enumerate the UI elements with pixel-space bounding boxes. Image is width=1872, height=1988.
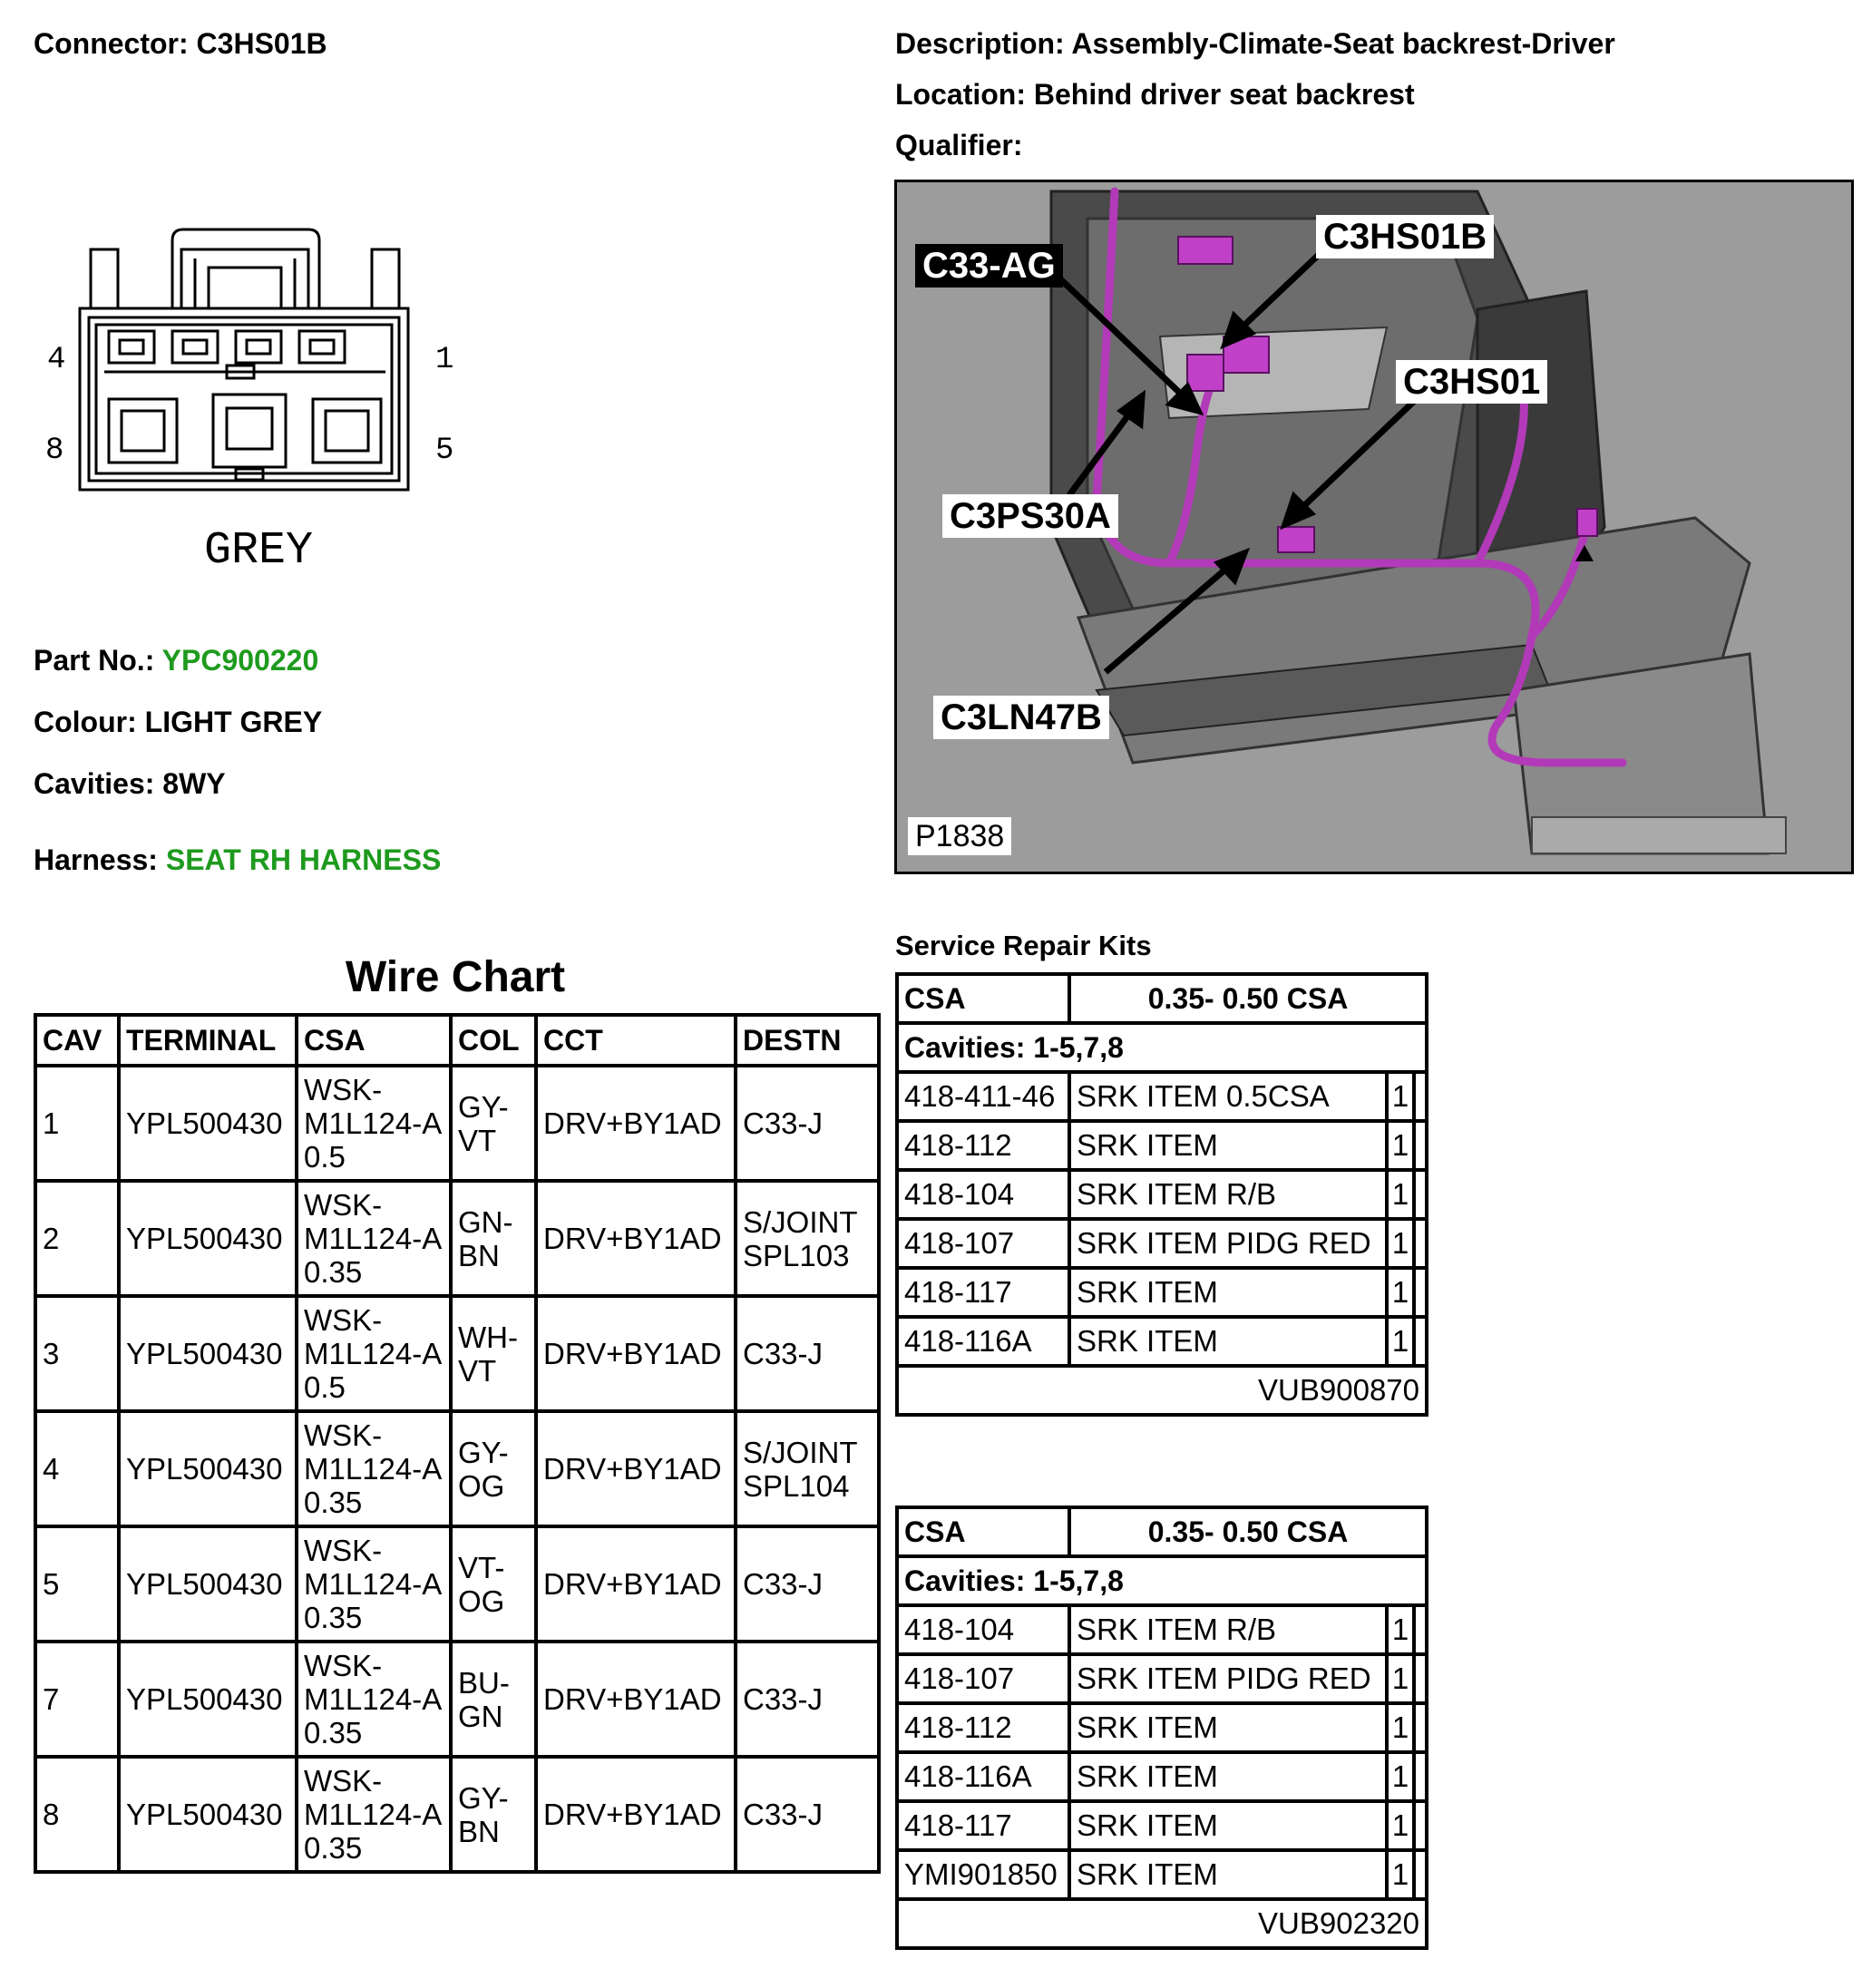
kit-item-spacer <box>1414 1121 1427 1170</box>
wire-chart-row <box>35 1066 879 1181</box>
kit-cavities-row <box>897 1023 1427 1072</box>
location-value: Behind driver seat backrest <box>1033 78 1415 111</box>
kit-csa-row <box>897 974 1427 1023</box>
kit-item-desc: SRK ITEM R/B <box>1069 1170 1387 1219</box>
colour-value: LIGHT GREY <box>144 706 323 738</box>
part-no-link[interactable]: YPC900220 <box>161 644 319 677</box>
cell-cct: DRV+BY1AD <box>536 1757 736 1872</box>
wire-chart-row <box>35 1526 879 1642</box>
cell-cav: 3 <box>35 1296 119 1411</box>
kit-item-desc: SRK ITEM PIDG RED <box>1069 1654 1387 1703</box>
kit-item-part: 418-116A <box>897 1317 1069 1366</box>
cell-cct: DRV+BY1AD <box>536 1066 736 1181</box>
service-kits-title: Service Repair Kits <box>895 930 1152 961</box>
kit-item-desc: SRK ITEM <box>1069 1317 1387 1366</box>
kit-item-desc: SRK ITEM <box>1069 1801 1387 1850</box>
cell-col: GY-OG <box>451 1411 536 1526</box>
service-kit-table-2 <box>895 1506 1428 1950</box>
kit-item-part: 418-411-46 <box>897 1072 1069 1121</box>
kit-item-qty: 1 <box>1387 1703 1414 1752</box>
kit-item-qty: 1 <box>1387 1605 1414 1654</box>
cell-csa: WSK-M1L124-A 0.35 <box>297 1181 451 1296</box>
kit-item-desc: SRK ITEM PIDG RED <box>1069 1219 1387 1268</box>
kit-item-row <box>897 1268 1427 1317</box>
kit-item-desc: SRK ITEM <box>1069 1703 1387 1752</box>
kit-item-part: YMI901850 <box>897 1850 1069 1899</box>
pin-label-8: 8 <box>45 434 64 468</box>
col-header-csa: CSA <box>297 1015 451 1066</box>
location-photo <box>894 180 1854 874</box>
kit-item-spacer <box>1414 1752 1427 1801</box>
cell-cav: 2 <box>35 1181 119 1296</box>
kit-ref: VUB900870 <box>897 1366 1427 1415</box>
cell-csa: WSK-M1L124-A 0.35 <box>297 1642 451 1757</box>
callout-c3hs01b: C3HS01B <box>1316 215 1494 258</box>
kit-item-qty: 1 <box>1387 1170 1414 1219</box>
cell-destn: S/JOINT SPL103 <box>736 1181 879 1296</box>
kit-item-spacer <box>1414 1850 1427 1899</box>
pin-label-1: 1 <box>435 343 454 377</box>
connector-face-diagram <box>36 222 463 585</box>
cell-cav: 4 <box>35 1411 119 1526</box>
part-no-label: Part No.: <box>34 644 155 677</box>
pin-label-5: 5 <box>435 434 454 468</box>
col-header-terminal: TERMINAL <box>119 1015 297 1066</box>
kit-item-spacer <box>1414 1654 1427 1703</box>
callout-c3ps30a: C3PS30A <box>942 494 1118 538</box>
cell-cav: 1 <box>35 1066 119 1181</box>
kit-item-qty: 1 <box>1387 1219 1414 1268</box>
kit-csa-value: 0.35- 0.50 CSA <box>1069 1507 1427 1556</box>
connector-label: Connector: <box>34 27 189 60</box>
cavities-value: 8WY <box>162 767 226 800</box>
kit-item-part: 418-107 <box>897 1654 1069 1703</box>
kit-item-qty: 1 <box>1387 1268 1414 1317</box>
cell-destn: C33-J <box>736 1296 879 1411</box>
cavities-line <box>34 767 226 801</box>
cell-terminal: YPL500430 <box>119 1411 297 1526</box>
kit-cavities: Cavities: 1-5,7,8 <box>897 1556 1427 1605</box>
cell-col: BU-GN <box>451 1642 536 1757</box>
cell-csa: WSK-M1L124-A 0.5 <box>297 1296 451 1411</box>
kit-item-spacer <box>1414 1170 1427 1219</box>
cell-terminal: YPL500430 <box>119 1757 297 1872</box>
kit-item-row <box>897 1654 1427 1703</box>
cell-col: VT-OG <box>451 1526 536 1642</box>
wire-chart-row <box>35 1296 879 1411</box>
cell-cct: DRV+BY1AD <box>536 1296 736 1411</box>
cell-csa: WSK-M1L124-A 0.35 <box>297 1526 451 1642</box>
cell-col: WH-VT <box>451 1296 536 1411</box>
kit-item-qty: 1 <box>1387 1752 1414 1801</box>
kit-item-part: 418-104 <box>897 1170 1069 1219</box>
cell-col: GN-BN <box>451 1181 536 1296</box>
cell-cct: DRV+BY1AD <box>536 1642 736 1757</box>
kit-item-qty: 1 <box>1387 1317 1414 1366</box>
cell-terminal: YPL500430 <box>119 1066 297 1181</box>
description-value: Assembly-Climate-Seat backrest-Driver <box>1071 27 1615 60</box>
kit-csa-value: 0.35- 0.50 CSA <box>1069 974 1427 1023</box>
wire-chart-row <box>35 1642 879 1757</box>
location-line <box>895 78 1415 112</box>
cell-cct: DRV+BY1AD <box>536 1411 736 1526</box>
kit-csa-row <box>897 1507 1427 1556</box>
kit-item-spacer <box>1414 1605 1427 1654</box>
col-header-cav: CAV <box>35 1015 119 1066</box>
kit-item-part: 418-107 <box>897 1219 1069 1268</box>
kit-item-qty: 1 <box>1387 1121 1414 1170</box>
kit-ref: VUB902320 <box>897 1899 1427 1948</box>
kit-csa-label: CSA <box>897 974 1069 1023</box>
connector-value: C3HS01B <box>196 27 327 60</box>
harness-link[interactable]: SEAT RH HARNESS <box>165 843 442 876</box>
wire-chart-row <box>35 1411 879 1526</box>
service-kit-table-1 <box>895 972 1428 1417</box>
kit-item-row <box>897 1605 1427 1654</box>
kit-item-desc: SRK ITEM <box>1069 1121 1387 1170</box>
harness-line <box>34 843 441 877</box>
kit-item-row <box>897 1219 1427 1268</box>
kit-item-part: 418-117 <box>897 1801 1069 1850</box>
cell-col: GY-VT <box>451 1066 536 1181</box>
cell-col: GY-BN <box>451 1757 536 1872</box>
kit-item-desc: SRK ITEM <box>1069 1752 1387 1801</box>
cell-csa: WSK-M1L124-A 0.35 <box>297 1757 451 1872</box>
callout-c3ln47b: C3LN47B <box>933 696 1109 739</box>
kit-cavities-row <box>897 1556 1427 1605</box>
kit-item-row <box>897 1072 1427 1121</box>
cell-terminal: YPL500430 <box>119 1296 297 1411</box>
cell-csa: WSK-M1L124-A 0.35 <box>297 1411 451 1526</box>
kit-ref-row <box>897 1899 1427 1948</box>
kit-item-qty: 1 <box>1387 1850 1414 1899</box>
wire-chart-row <box>35 1181 879 1296</box>
cavities-label: Cavities: <box>34 767 155 800</box>
kit-item-row <box>897 1752 1427 1801</box>
part-no-line <box>34 644 318 677</box>
kit-item-spacer <box>1414 1268 1427 1317</box>
kit-item-desc: SRK ITEM R/B <box>1069 1605 1387 1654</box>
cell-destn: S/JOINT SPL104 <box>736 1411 879 1526</box>
qualifier-label: Qualifier: <box>895 129 1023 161</box>
connector-line <box>34 27 327 61</box>
kit-item-desc: SRK ITEM 0.5CSA <box>1069 1072 1387 1121</box>
cell-cct: DRV+BY1AD <box>536 1181 736 1296</box>
col-header-col: COL <box>451 1015 536 1066</box>
cell-terminal: YPL500430 <box>119 1642 297 1757</box>
cell-cav: 5 <box>35 1526 119 1642</box>
kit-item-spacer <box>1414 1072 1427 1121</box>
harness-label: Harness: <box>34 843 158 876</box>
colour-caption: GREY <box>204 525 314 577</box>
kit-item-qty: 1 <box>1387 1801 1414 1850</box>
cell-cav: 8 <box>35 1757 119 1872</box>
qualifier-line <box>895 129 1022 162</box>
cell-cct: DRV+BY1AD <box>536 1526 736 1642</box>
callout-c3hs01: C3HS01 <box>1396 360 1547 404</box>
kit-item-row <box>897 1801 1427 1850</box>
kit-item-row <box>897 1703 1427 1752</box>
description-line <box>895 27 1615 61</box>
description-label: Description: <box>895 27 1065 60</box>
cell-destn: C33-J <box>736 1526 879 1642</box>
kit-item-spacer <box>1414 1703 1427 1752</box>
colour-line <box>34 706 322 739</box>
col-header-destn: DESTN <box>736 1015 879 1066</box>
kit-item-row <box>897 1121 1427 1170</box>
kit-item-part: 418-112 <box>897 1121 1069 1170</box>
kit-item-qty: 1 <box>1387 1072 1414 1121</box>
callout-c33-ag: C33-AG <box>915 244 1063 287</box>
kit-ref-row <box>897 1366 1427 1415</box>
kit-item-qty: 1 <box>1387 1654 1414 1703</box>
location-label: Location: <box>895 78 1026 111</box>
cell-terminal: YPL500430 <box>119 1181 297 1296</box>
colour-label: Colour: <box>34 706 137 738</box>
cell-destn: C33-J <box>736 1642 879 1757</box>
cell-destn: C33-J <box>736 1757 879 1872</box>
kit-item-row <box>897 1317 1427 1366</box>
wire-chart-table <box>34 1013 881 1874</box>
kit-csa-label: CSA <box>897 1507 1069 1556</box>
kit-item-row <box>897 1170 1427 1219</box>
figure-id: P1838 <box>908 817 1011 855</box>
kit-item-part: 418-117 <box>897 1268 1069 1317</box>
kit-item-desc: SRK ITEM <box>1069 1268 1387 1317</box>
cell-csa: WSK-M1L124-A 0.5 <box>297 1066 451 1181</box>
kit-cavities: Cavities: 1-5,7,8 <box>897 1023 1427 1072</box>
pin-label-4: 4 <box>47 343 66 377</box>
kit-item-spacer <box>1414 1317 1427 1366</box>
cell-destn: C33-J <box>736 1066 879 1181</box>
kit-item-part: 418-104 <box>897 1605 1069 1654</box>
col-header-cct: CCT <box>536 1015 736 1066</box>
kit-item-spacer <box>1414 1219 1427 1268</box>
cell-cav: 7 <box>35 1642 119 1757</box>
kit-item-part: 418-112 <box>897 1703 1069 1752</box>
wire-chart-title: Wire Chart <box>345 953 566 1001</box>
cell-terminal: YPL500430 <box>119 1526 297 1642</box>
kit-item-part: 418-116A <box>897 1752 1069 1801</box>
kit-item-spacer <box>1414 1801 1427 1850</box>
wire-chart-header-row <box>35 1015 879 1066</box>
wire-chart-row <box>35 1757 879 1872</box>
kit-item-desc: SRK ITEM <box>1069 1850 1387 1899</box>
kit-item-row <box>897 1850 1427 1899</box>
